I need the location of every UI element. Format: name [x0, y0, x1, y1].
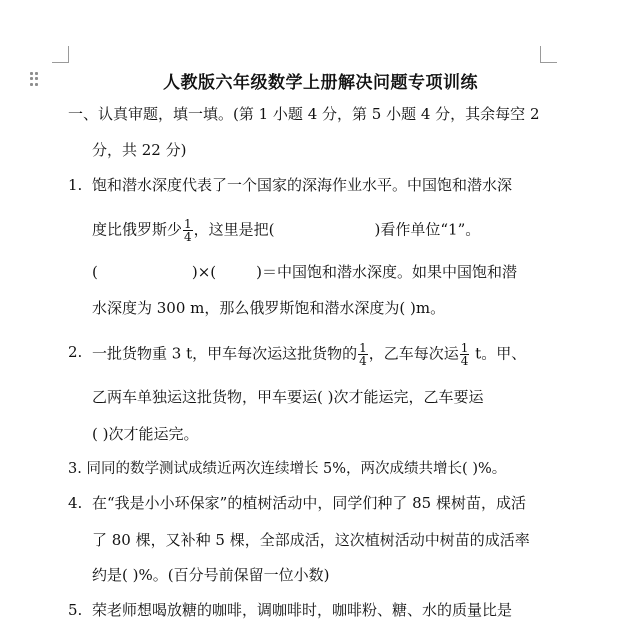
q1-line3-a: ( — [92, 263, 98, 281]
q1-line4: 水深度为 300 m，那么俄罗斯饱和潜水深度为( )m。 — [92, 299, 446, 317]
section-heading-line1: 一、认真审题，填一填。(第 1 小题 4 分，第 5 小题 4 分，其余每空 2 — [68, 105, 540, 123]
q1-fraction-numerator: 1 — [184, 217, 192, 231]
q2-line2: 乙两车单独运这批货物，甲车要运( )次才能运完，乙车要运 — [92, 388, 484, 406]
q1-line2-pre: 度比俄罗斯少 — [92, 220, 183, 239]
q1-line2 — [92, 218, 480, 243]
q5-line1: 荣老师想喝放糖的咖啡，调咖啡时，咖啡粉、糖、水的质量比是 — [92, 601, 513, 619]
q1-line2-post: )看作单位“1”。 — [374, 220, 481, 239]
q1-line1: 饱和潜水深度代表了一个国家的深海作业水平。中国饱和潜水深 — [92, 176, 513, 194]
q2-fraction-1-denominator: 4 — [359, 354, 367, 368]
q1-line3-b: )×( — [191, 263, 217, 281]
q1-fraction — [183, 218, 193, 243]
q4-number: 4. — [68, 494, 83, 512]
crop-mark-top-right — [540, 46, 557, 63]
q3-line: 3. 同同的数学测试成绩近两次连续增长 5%，两次成绩共增长( )%。 — [68, 461, 507, 477]
q2-fraction-1-numerator: 1 — [359, 341, 367, 355]
q2-number: 2. — [68, 343, 83, 361]
q2-line1-mid: ，乙车每次运 — [368, 344, 459, 363]
q2-fraction-1 — [358, 342, 368, 367]
q2-fraction-2-denominator: 4 — [460, 354, 469, 368]
section-heading-line2: 分，共 22 分) — [92, 141, 187, 159]
q2-line1 — [92, 342, 526, 367]
q2-line1-pre: 一批货物重 3 t，甲车每次运这批货物的 — [92, 344, 358, 363]
q2-fraction-2-numerator: 1 — [460, 341, 469, 355]
q1-line3 — [92, 262, 517, 282]
q4-line3: 约是( )%。(百分号前保留一位小数) — [92, 566, 330, 584]
q1-fraction-denominator: 4 — [184, 230, 192, 244]
crop-mark-top-left — [52, 46, 69, 63]
q1-number: 1. — [68, 176, 83, 194]
q1-line3-c: )＝中国饱和潜水深度。如果中国饱和潜 — [256, 263, 517, 281]
document-title: 人教版六年级数学上册解决问题专项训练 — [163, 73, 478, 93]
q2-line1-post: t。甲、 — [470, 344, 527, 363]
q1-line2-mid: ，这里是把( — [193, 220, 275, 239]
q4-line2: 了 80 棵，又补种 5 棵，全部成活，这次植树活动中树苗的成活率 — [92, 531, 530, 549]
q2-fraction-2 — [460, 342, 470, 367]
q2-line3: ( )次才能运完。 — [92, 425, 199, 443]
q5-number: 5. — [68, 601, 83, 619]
q4-line1: 在“我是小小环保家”的植树活动中，同学们种了 85 棵树苗，成活 — [92, 494, 526, 512]
